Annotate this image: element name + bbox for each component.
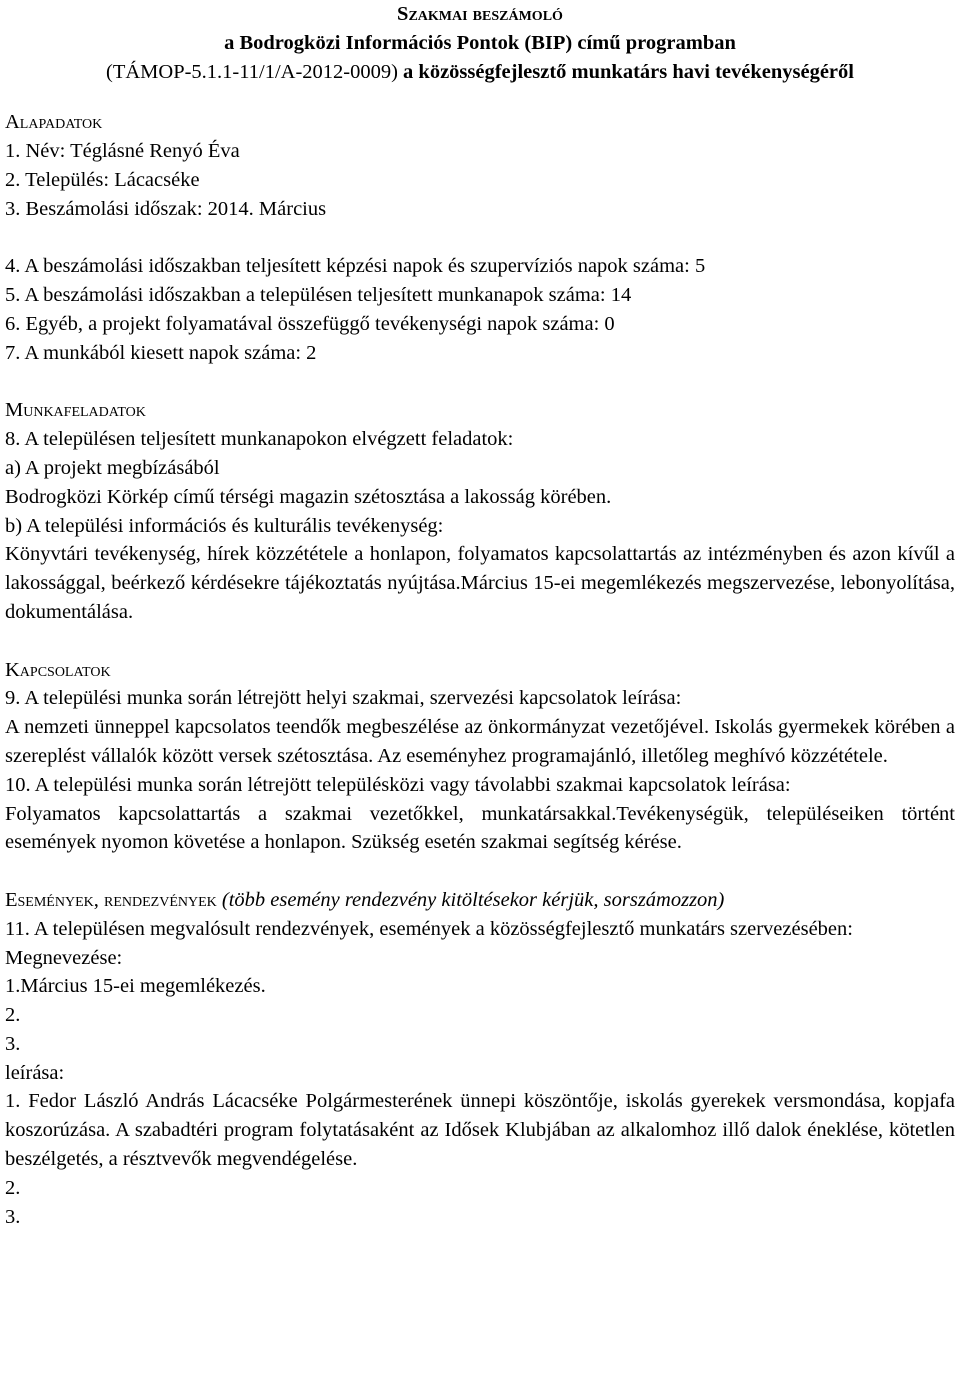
section-heading-munkafeladatok: Munkafeladatok xyxy=(5,399,146,422)
project-code-line xyxy=(5,58,955,87)
event-name: 3. xyxy=(5,1032,21,1055)
event-description: 1. Fedor László András Lácacséke Polgármesterének ünnepi köszöntője, iskolás gyerekek versmondása, kopjafa koszorúzása. A szabadtéri program folytatásaként az Idősek Klubjában az alkalomhoz illő dalok éneklése, kötetlen beszélgetés, a résztvevők megvendégelése. xyxy=(5,1090,955,1171)
report-subject: a közösségfejlesztő munkatárs havi tevékenységéről xyxy=(397,60,854,83)
question-9: 9. A települési munka során létrejött helyi szakmai, szervezési kapcsolatok leírása: xyxy=(5,687,682,710)
report-header xyxy=(5,0,955,86)
program-name: a Bodrogközi Információs Pontok (BIP) című programban xyxy=(224,31,736,54)
section-heading-esemenyek-line xyxy=(5,886,955,915)
list-item: 3. Beszámolási időszak: 2014. Március xyxy=(5,197,327,220)
event-description: 3. xyxy=(5,1205,21,1228)
section-heading-alapadatok: Alapadatok xyxy=(5,111,103,134)
answer-9: A nemzeti ünneppel kapcsolatos teendők megbeszélése az önkormányzat vezetőjével. Iskolás gyermekek körében a szereplést vállalók között versek szétosztása. Az eseményhez programajánló, illetőleg meghívó közzététele. xyxy=(5,716,955,767)
item-a-text: Bodrogközi Körkép című térségi magazin szétosztása a lakosság körében. xyxy=(5,485,612,508)
event-description: 2. xyxy=(5,1176,21,1199)
project-code: (TÁMOP-5.1.1-11/1/A-2012-0009) xyxy=(106,60,398,83)
section-heading-note: (több esemény rendezvény kitöltésekor kérjük, sorszámozzon) xyxy=(221,888,725,911)
question-11: 11. A településen megvalósult rendezvények, események a közösségfejlesztő munkatárs szervezésében: xyxy=(5,917,853,940)
item-a-label: a) A projekt megbízásából xyxy=(5,456,220,479)
list-item: 5. A beszámolási időszakban a településen teljesített munkanapok száma: 14 xyxy=(5,284,632,307)
item-b-text: Könyvtári tevékenység, hírek közzététele a honlapon, folyamatos kapcsolattartás az intézményben és azon kívűl a lakossággal, beérkező kérdésekre tájékoztatás nyújtása.Március 15-ei megemlékezés megszervezése, lebonyolítása, dokumentálása. xyxy=(5,543,955,623)
item-b-label: b) A települési információs és kulturális tevékenység: xyxy=(5,514,444,537)
list-item: 2. Település: Lácacséke xyxy=(5,168,200,191)
list-item: 7. A munkából kiesett napok száma: 2 xyxy=(5,341,317,364)
leirasa-label: leírása: xyxy=(5,1061,65,1084)
question-8: 8. A településen teljesített munkanapokon elvégzett feladatok: xyxy=(5,428,514,451)
list-item: 1. Név: Téglásné Renyó Éva xyxy=(5,140,240,163)
section-heading-esemenyek: Események, rendezvények xyxy=(5,888,217,911)
event-name: 1.Március 15-ei megemlékezés. xyxy=(5,975,266,998)
report-title: Szakmai beszámoló xyxy=(397,3,563,25)
question-10: 10. A települési munka során létrejött településközi vagy távolabbi szakmai kapcsolatok leírása: xyxy=(5,773,791,796)
list-item: 6. Egyéb, a projekt folyamatával összefüggő tevékenységi napok száma: 0 xyxy=(5,312,615,335)
event-name: 2. xyxy=(5,1004,21,1027)
megnevezese-label: Megnevezése: xyxy=(5,946,123,969)
answer-10: Folyamatos kapcsolattartás a szakmai vezetőkkel, munkatársakkal.Tevékenységük, településeiken történt események nyomon követése a honlapon. Szükség esetén szakmai segítség kérése. xyxy=(5,802,955,854)
list-item: 4. A beszámolási időszakban teljesített képzési napok és szupervíziós napok száma: 5 xyxy=(5,255,706,278)
section-heading-kapcsolatok: Kapcsolatok xyxy=(5,658,111,681)
